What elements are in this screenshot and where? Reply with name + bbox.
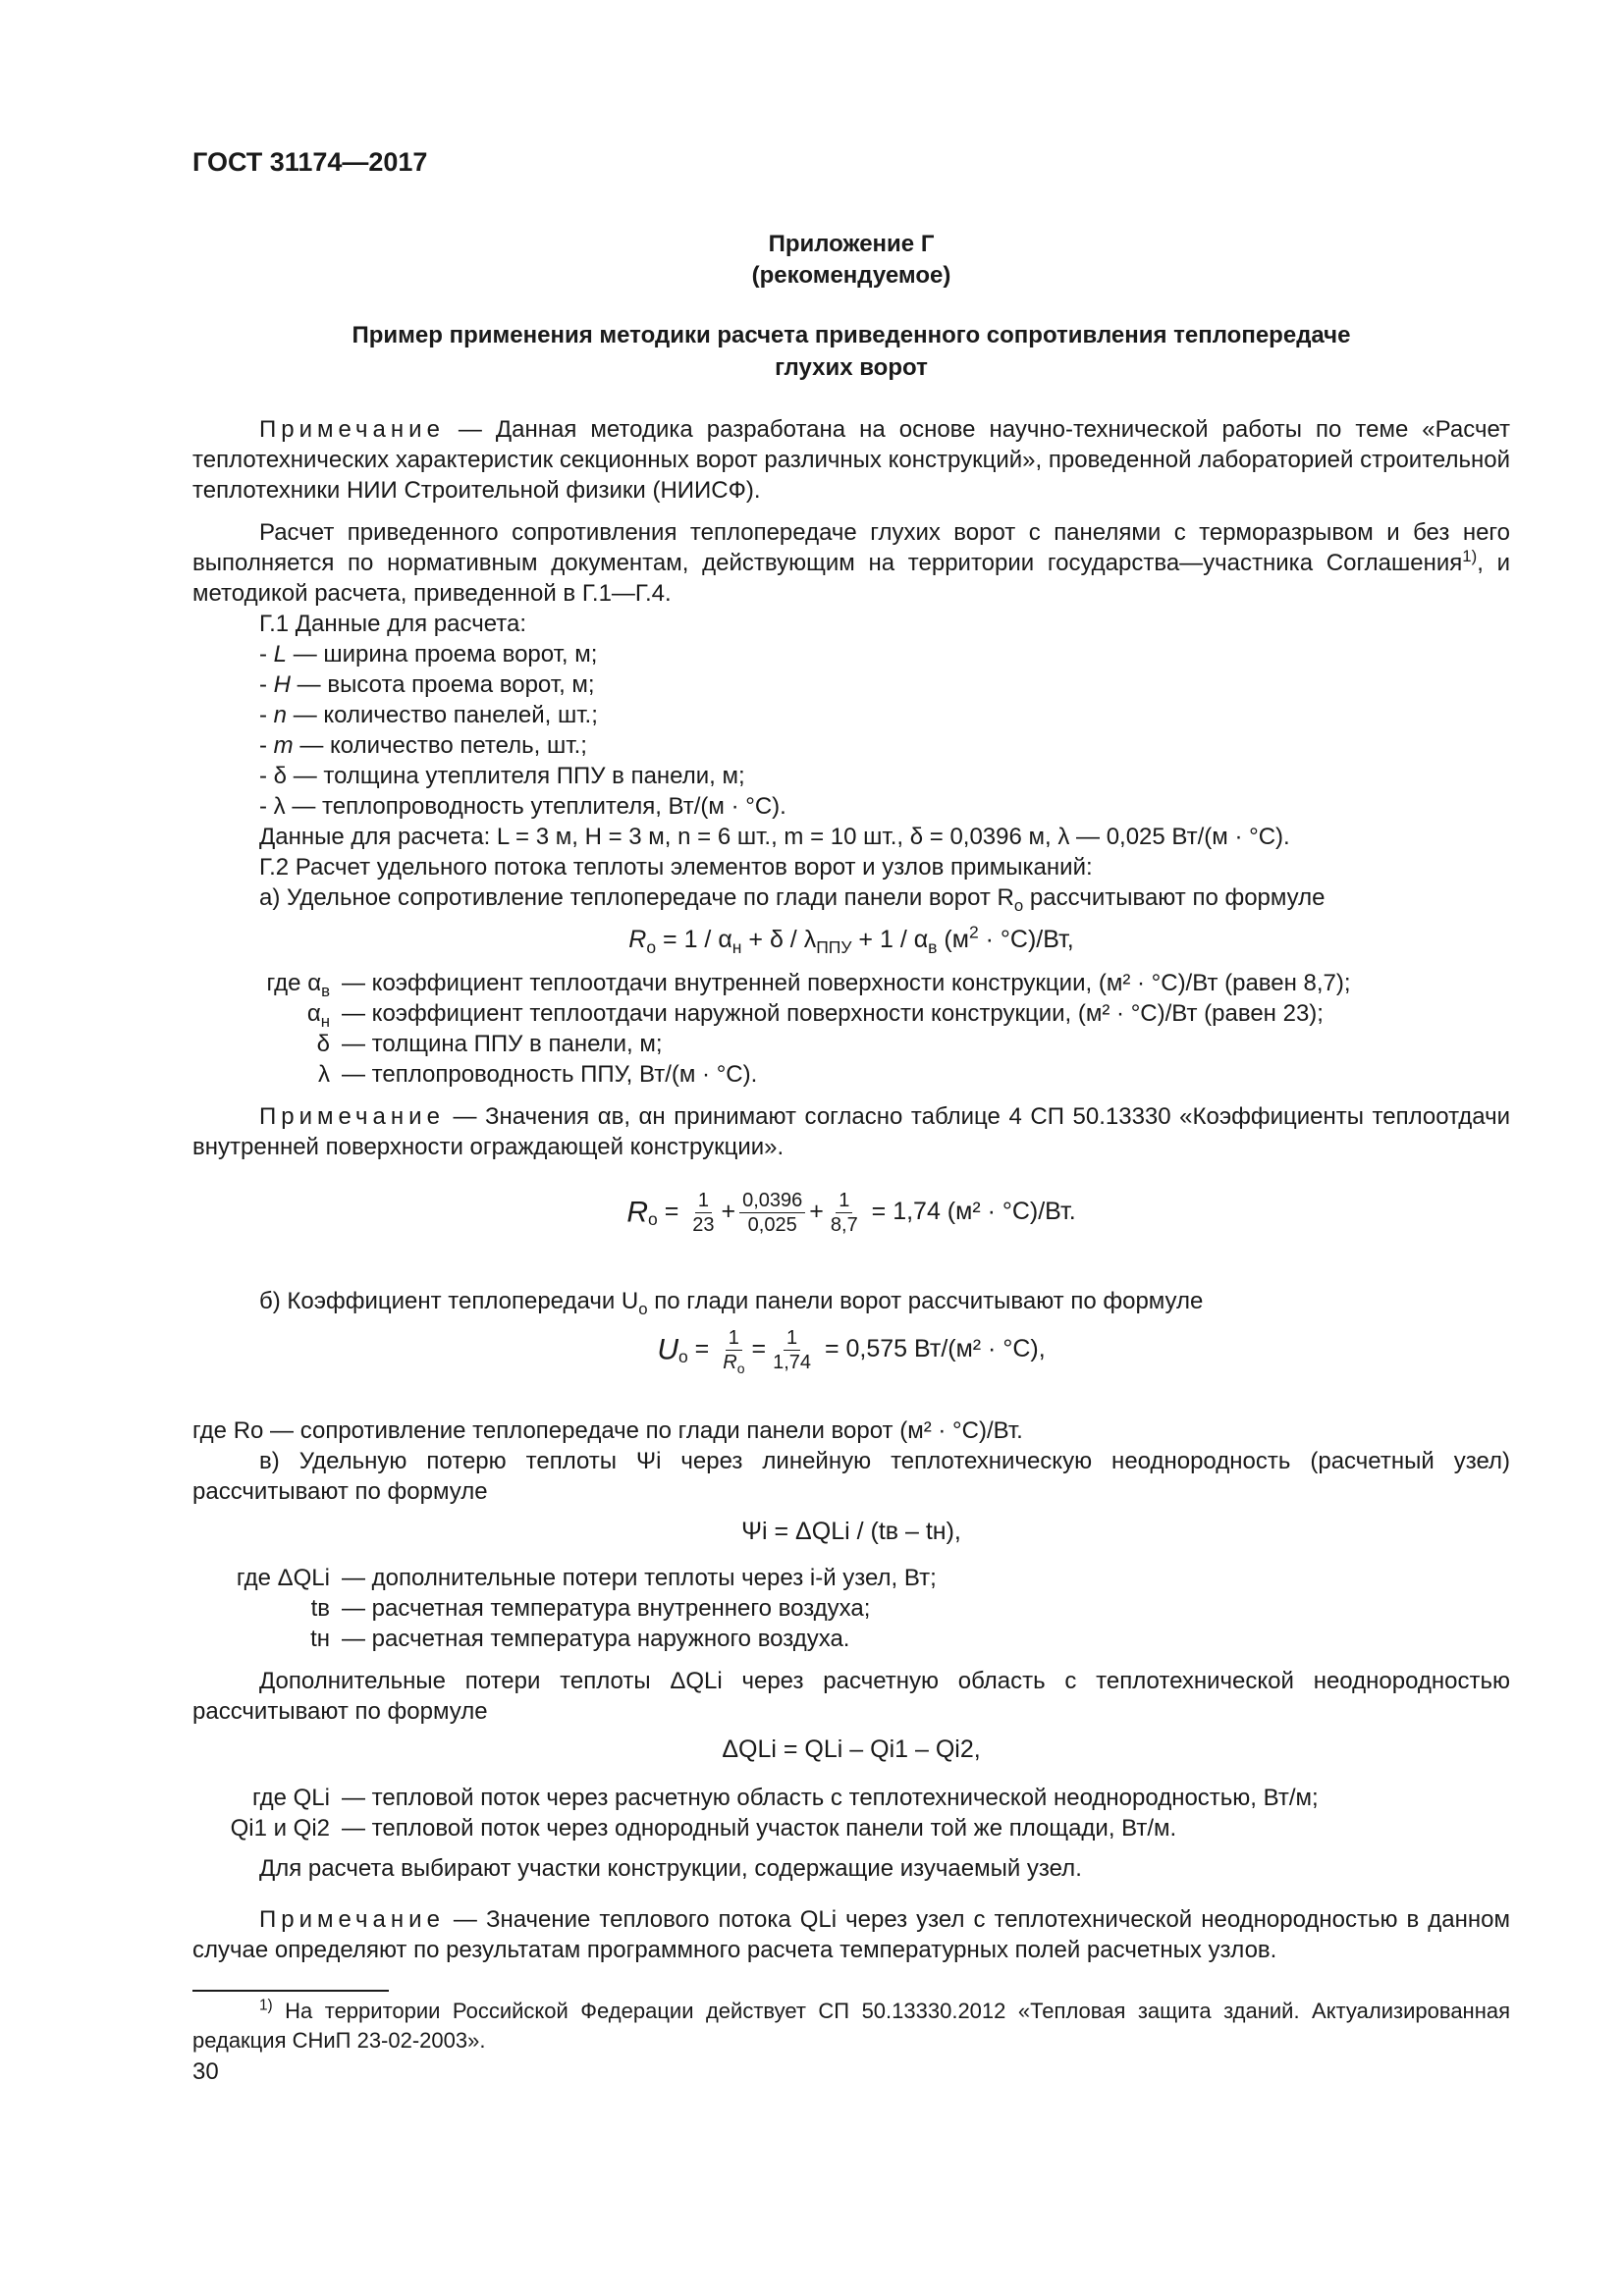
f-lhs: R xyxy=(628,926,647,953)
fraction xyxy=(770,1326,814,1374)
b-text: б) Коэффициент теплопередачи U xyxy=(259,1288,639,1314)
f-part: (м xyxy=(937,926,969,953)
formula-ro xyxy=(192,922,1510,957)
g1-item: - λ — теплопроводность утеплителя, Вт/(м · °С). xyxy=(259,793,786,820)
numerator: 1 xyxy=(726,1326,742,1351)
numerator: 1 xyxy=(695,1189,712,1213)
symbol: L xyxy=(273,641,288,667)
g1-item: - H — высота проема ворот, м; xyxy=(259,671,595,698)
fraction xyxy=(689,1189,717,1237)
calc-lhs: R xyxy=(626,1196,649,1229)
definition-row xyxy=(192,1563,1510,1593)
appendix-heading-line-2: глухих ворот xyxy=(775,354,928,381)
note-text: — Значение теплового потока QLi через узел с теплотехнической неоднородностью в данном случае определяют по результатам программного расчета температурных полей расчетных узлов. xyxy=(192,1906,1510,1963)
denominator: 1,74 xyxy=(773,1351,812,1373)
f-part: · °С)/Вт, xyxy=(978,926,1074,953)
def-sub: н xyxy=(320,1011,330,1031)
note-1 xyxy=(192,414,1510,506)
f-part: + 1 / α xyxy=(851,926,929,953)
def-text: — толщина ППУ в панели, м; xyxy=(342,1031,663,1057)
den-symbol: R xyxy=(723,1351,737,1373)
where-ro: где Rо — сопротивление теплопередаче по глади панели ворот (м² · °С)/Вт. xyxy=(192,1417,1023,1444)
footnote xyxy=(192,1997,1510,2056)
page-number: 30 xyxy=(192,2058,219,2085)
footnote-mark: 1) xyxy=(259,1997,273,2014)
symbol: H xyxy=(273,671,292,698)
definition-row xyxy=(192,1813,1510,1843)
def-text: — тепловой поток через однородный участок панели той же площади, Вт/м. xyxy=(342,1815,1177,1842)
note-text: — Значения αв, αн принимают согласно таблице 4 СП 50.13330 «Коэффициенты теплоотдачи внутренней поверхности ограждающей конструкции». xyxy=(192,1103,1510,1160)
def-text: — дополнительные потери теплоты через i-й узел, Вт; xyxy=(342,1565,937,1591)
definitions-c xyxy=(192,1563,1510,1654)
denominator: 0,025 xyxy=(747,1213,797,1236)
def-symbol: ΔQLi xyxy=(277,1565,330,1591)
definition-row xyxy=(192,968,1510,998)
def-prefix: где xyxy=(236,1565,278,1591)
item-text: — количество петель, шт.; xyxy=(293,732,587,759)
def-text: — тепловой поток через расчетную область с теплотехнической неоднородностью, Вт/м; xyxy=(342,1785,1319,1811)
calc-lhs-sub: о xyxy=(678,1347,688,1366)
calc-lhs: U xyxy=(657,1333,678,1366)
appendix-title: Приложение Г xyxy=(768,231,935,257)
note-2 xyxy=(192,1101,1510,1162)
definitions-a xyxy=(192,968,1510,1090)
document-id: ГОСТ 31174—2017 xyxy=(192,147,428,177)
footnote-ref: 1) xyxy=(1462,547,1478,565)
definition-row xyxy=(192,1029,1510,1059)
def-prefix: где xyxy=(266,970,308,996)
numerator: 1 xyxy=(836,1189,852,1213)
def-text: — теплопроводность ППУ, Вт/(м · °С). xyxy=(342,1061,758,1088)
numerator: 1 xyxy=(784,1326,800,1351)
footnote-text: На территории Российской Федерации действует СП 50.13330.2012 «Тепловая защита зданий. Актуализированная редакция СНиП 23-02-2003». xyxy=(192,1999,1510,2053)
a-tail: рассчитывают по формуле xyxy=(1023,884,1326,911)
a-sub: о xyxy=(1013,895,1024,915)
def-symbol: λ xyxy=(318,1061,330,1088)
denominator: 23 xyxy=(692,1213,715,1236)
note-text: — Данная методика разработана на основе научно-технической работы по теме «Расчет теплотехнических характеристик секционных ворот различных конструкций», проведенной лабораторией строительной теплотехники НИИ Строительной физики (НИИСФ). xyxy=(192,416,1510,504)
denominator xyxy=(720,1351,747,1374)
calc-ro: $R_о$ = $\frac{1}{23}$ + $\frac{0,0396}{0,025}$ + $\frac{1}{8,7}$ = 1,74 (м² · °С)/Вт. xyxy=(626,1189,1076,1236)
definitions-d xyxy=(192,1783,1510,1843)
calc-result: = 1,74 (м² · °С)/Вт. xyxy=(871,1198,1076,1225)
fraction xyxy=(720,1326,747,1374)
g1-data-line: Данные для расчета: L = 3 м, H = 3 м, n = 6 шт., m = 10 шт., δ = 0,0396 м, λ — 0,025 Вт/(м · °С). xyxy=(259,824,1290,850)
denominator: 8,7 xyxy=(830,1213,858,1236)
g2-b-text xyxy=(259,1286,1203,1316)
g1-item: - m — количество петель, шт.; xyxy=(259,732,587,759)
f-sup: 2 xyxy=(968,922,979,942)
a-text: а) Удельное сопротивление теплопередаче по глади панели ворот R xyxy=(259,884,1014,911)
symbol: n xyxy=(273,702,288,728)
definition-row xyxy=(192,1624,1510,1654)
def-symbol: Qi1 и Qi2 xyxy=(230,1815,330,1842)
def-text: — расчетная температура внутреннего воздуха; xyxy=(342,1595,871,1622)
dq-paragraph: Дополнительные потери теплоты ΔQLi через расчетную область с теплотехнической неоднородностью рассчитывают по формуле xyxy=(192,1668,1510,1725)
g2-c-text: в) Удельную потерю теплоты Ψi через линейную теплотехническую неоднородность (расчетный узел) рассчитывают по формуле xyxy=(192,1448,1510,1505)
appendix-subtitle: (рекомендуемое) xyxy=(751,262,951,289)
def-text: — коэффициент теплоотдачи наружной поверхности конструкции, (м² · °С)/Вт (равен 23); xyxy=(342,1000,1324,1027)
calc-lhs-sub: о xyxy=(648,1209,658,1229)
g2-heading: Г.2 Расчет удельного потока теплоты элементов ворот и узлов примыканий: xyxy=(259,854,1093,881)
def-sub: в xyxy=(321,981,330,1000)
fraction xyxy=(739,1189,805,1237)
symbol: m xyxy=(273,732,294,759)
numerator: 0,0396 xyxy=(739,1189,805,1213)
b-sub: о xyxy=(638,1299,648,1318)
definition-row xyxy=(192,1059,1510,1090)
item-text: — высота проема ворот, м; xyxy=(291,671,595,698)
def-symbol: tв xyxy=(310,1595,330,1622)
f-part: + δ / λ xyxy=(741,926,817,953)
fraction xyxy=(828,1189,861,1237)
def-symbol: α xyxy=(307,970,322,996)
definition-row xyxy=(192,1593,1510,1624)
item-text: — количество панелей, шт.; xyxy=(287,702,598,728)
f-sub: в xyxy=(928,937,938,957)
symbol: δ xyxy=(273,763,288,789)
def-prefix: где xyxy=(251,1785,294,1811)
item-text: — теплопроводность утеплителя, Вт/(м · °С). xyxy=(285,793,786,820)
calc-result: = 0,575 Вт/(м² · °С), xyxy=(824,1335,1046,1362)
b-tail: по глади панели ворот рассчитывают по формуле xyxy=(647,1288,1204,1314)
formula-dq: ΔQLi = QLi – Qi1 – Qi2, xyxy=(722,1735,981,1763)
den-sub: о xyxy=(736,1360,745,1376)
f-part: = 1 / α xyxy=(656,926,732,953)
note-3 xyxy=(192,1904,1510,1965)
def-symbol: QLi xyxy=(293,1785,330,1811)
g1-item: - δ — толщина утеплителя ППУ в панели, м; xyxy=(259,763,745,789)
intro-text: Расчет приведенного сопротивления теплопередаче глухих ворот с панелями с терморазрывом и без него выполняется по нормативным документам, действующим на территории государства—участника Соглашения xyxy=(192,519,1510,576)
intro-paragraph xyxy=(192,517,1510,609)
appendix-heading-line-1: Пример применения методики расчета приведенного сопротивления теплопередаче xyxy=(352,322,1351,348)
def-symbol: δ xyxy=(316,1031,330,1057)
g2-a-text xyxy=(259,882,1326,913)
g1-heading: Г.1 Данные для расчета: xyxy=(259,611,527,637)
def-symbol: tн xyxy=(310,1626,330,1652)
note-label: Примечание xyxy=(259,1906,445,1933)
symbol: λ xyxy=(273,793,286,820)
definition-row xyxy=(192,1783,1510,1813)
intro-text-tail: , и методикой расчета, приведенной в Г.1—Г.4. xyxy=(192,550,1510,607)
choose-text: Для расчета выбирают участки конструкции, содержащие изучаемый узел. xyxy=(259,1855,1082,1882)
formula-psi: Ψi = ΔQLi / (tв – tн), xyxy=(741,1518,961,1545)
note-label: Примечание xyxy=(259,1103,445,1130)
f-sub: ППУ xyxy=(816,937,852,957)
item-text: — толщина утеплителя ППУ в панели, м; xyxy=(287,763,745,789)
g1-item: - L — ширина проема ворот, м; xyxy=(259,641,598,667)
calc-uo: $U_о$ = $\frac{1}{R_о}$ = $\frac{1}{1,74}$ = 0,575 Вт/(м² · °С), xyxy=(657,1326,1046,1376)
f-sub: н xyxy=(731,937,742,957)
footnote-divider xyxy=(192,1990,389,1992)
item-text: — ширина проема ворот, м; xyxy=(287,641,598,667)
def-symbol: α xyxy=(306,1000,321,1027)
f-sub: о xyxy=(646,937,657,957)
def-text: — коэффициент теплоотдачи внутренней поверхности конструкции, (м² · °С)/Вт (равен 8,7); xyxy=(342,970,1351,996)
definition-row xyxy=(192,998,1510,1029)
note-label: Примечание xyxy=(259,416,445,443)
g1-item: - n — количество панелей, шт.; xyxy=(259,702,598,728)
def-text: — расчетная температура наружного воздуха. xyxy=(342,1626,850,1652)
